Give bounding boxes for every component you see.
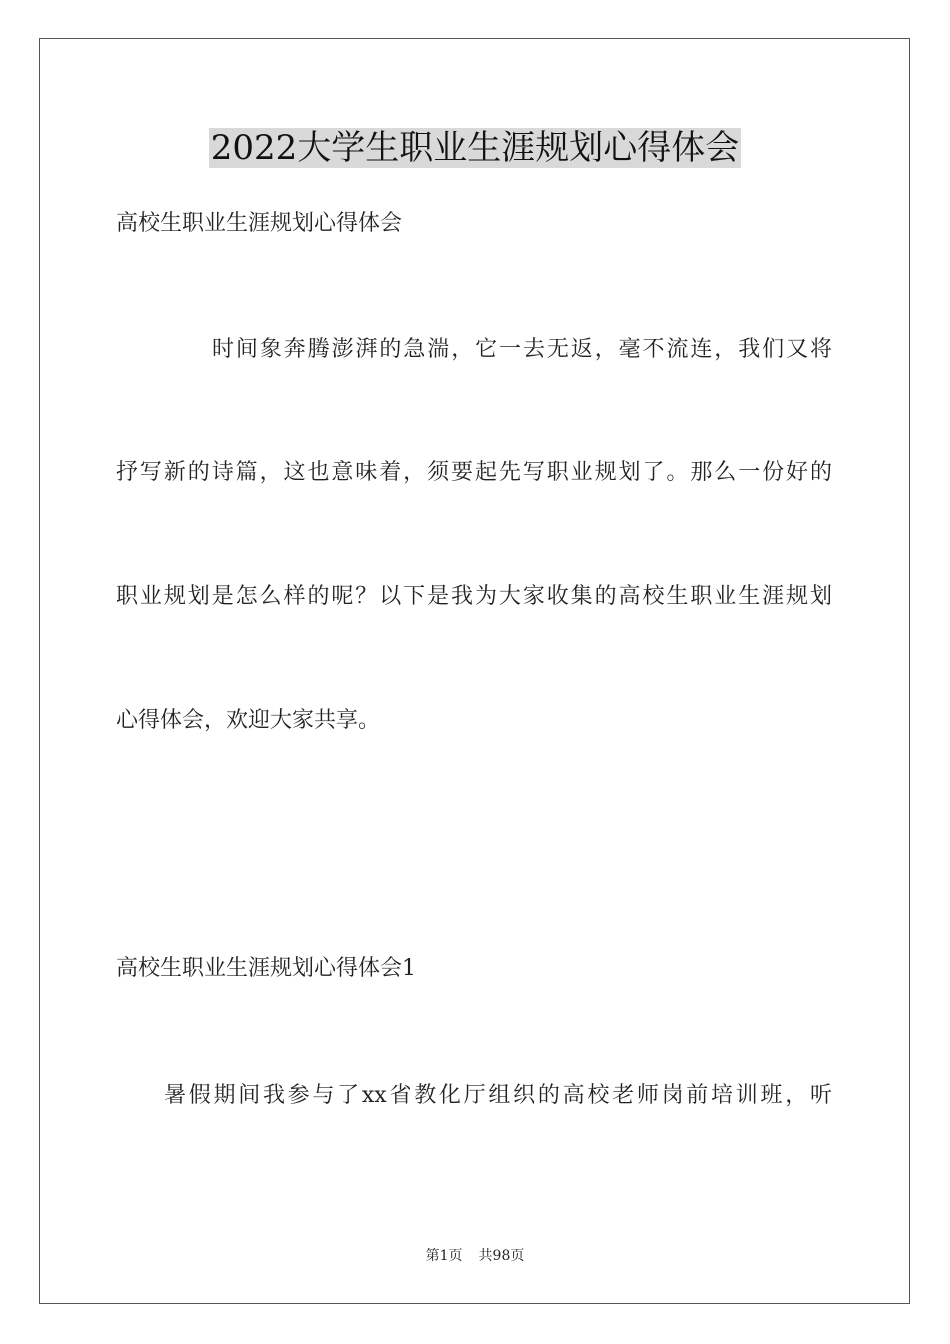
document-title: 2022大学生职业生涯规划心得体会 [210,128,740,168]
page-footer [0,1247,950,1265]
intro-line-3: 职业规划是怎么样的呢？以下是我为大家收集的高校生职业生涯规划 [116,584,832,609]
intro-line-2: 抒写新的诗篇，这也意味着，须要起先写职业规划了。那么一份好的 [116,460,832,485]
section-heading: 高校生职业生涯规划心得体会1 [116,956,416,981]
document-subtitle: 高校生职业生涯规划心得体会 [116,211,403,236]
section-line-1: 暑假期间我参与了xx省教化厅组织的高校老师岗前培训班，听 [164,1083,832,1108]
intro-line-1: 时间象奔腾澎湃的急湍，它一去无返，毫不流连，我们又将 [212,337,832,362]
title-container [0,128,950,168]
page-total: 共98页 [478,1248,525,1264]
intro-line-4: 心得体会，欢迎大家共享。 [116,708,381,733]
page-number: 第1页 [425,1248,463,1264]
